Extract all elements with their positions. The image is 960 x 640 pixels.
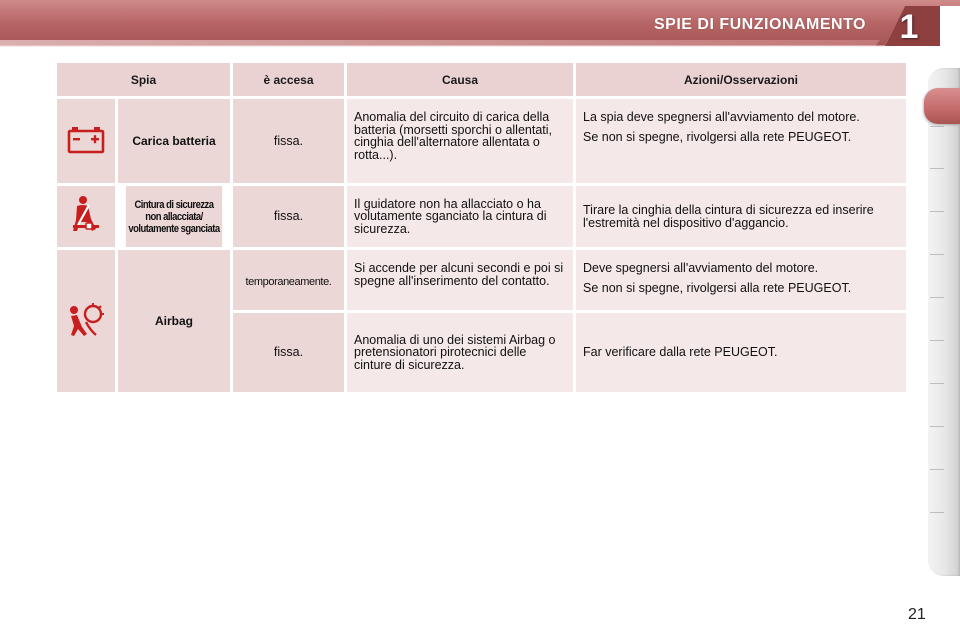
seatbelt-icon	[69, 224, 103, 238]
battery-icon	[67, 143, 105, 157]
action-text: Far verificare dalla rete PEUGEOT.	[583, 345, 778, 360]
page-number: 21	[908, 606, 926, 623]
action-text: Se non si spegne, rivolgersi alla rete PEUGEOT.	[583, 129, 852, 144]
table-row-airbag-temporary	[57, 250, 906, 310]
index-tick	[930, 512, 944, 513]
warning-state: temporaneamente.	[233, 250, 344, 310]
warning-name: Airbag	[118, 250, 230, 392]
chapter-tab-active[interactable]	[924, 88, 960, 124]
warning-actions	[576, 186, 906, 247]
index-tick	[930, 340, 944, 341]
column-header-cause: Causa	[347, 63, 573, 96]
warning-cause: Anomalia del circuito di carica della batteria (morsetti sporchi o allentati, cinghia dell'alternatore allentata o rotta...).	[347, 99, 573, 183]
warning-name: Carica batteria	[118, 99, 230, 183]
table-header-row	[57, 63, 906, 96]
warning-icon-cell	[57, 186, 115, 247]
airbag-icon	[66, 329, 106, 343]
chapter-header	[0, 0, 960, 50]
action-text: Se non si spegne, rivolgersi alla rete PEUGEOT.	[583, 280, 852, 295]
index-tick	[930, 126, 944, 127]
index-tick	[930, 168, 944, 169]
warning-actions	[576, 313, 906, 392]
index-tick	[930, 469, 944, 470]
index-tick	[930, 383, 944, 384]
warning-actions	[576, 250, 906, 310]
index-tick	[930, 297, 944, 298]
warning-actions	[576, 99, 906, 183]
index-tick	[930, 211, 944, 212]
index-tick	[930, 426, 944, 427]
column-header-actions: Azioni/Osservazioni	[576, 63, 906, 96]
action-text: Tirare la cinghia della cintura di sicurezza ed inserire l'estremità nel dispositivo d'aggancio.	[583, 203, 874, 230]
warning-cause: Si accende per alcuni secondi e poi si spegne all'inserimento del contatto.	[347, 250, 573, 310]
action-text: La spia deve spegnersi all'avviamento del motore.	[583, 110, 860, 124]
action-text: Deve spegnersi all'avviamento del motore.	[583, 261, 819, 275]
chapter-title: SPIE DI FUNZIONAMENTO	[654, 16, 866, 33]
chapter-index-strip	[928, 68, 960, 576]
warning-state: fissa.	[233, 99, 344, 183]
warning-icon-cell	[57, 250, 115, 392]
warning-state: fissa.	[233, 313, 344, 392]
warning-cause: Anomalia di uno dei sistemi Airbag o pretensionatori pirotecnici delle cinture di sicurezza.	[347, 313, 573, 392]
column-header-state: è accesa	[233, 63, 344, 96]
warning-icon-cell	[57, 99, 115, 183]
warning-cause: Il guidatore non ha allacciato o ha volutamente sganciato la cintura di sicurezza.	[347, 186, 573, 247]
column-header-spia: Spia	[57, 63, 230, 96]
table-row-seatbelt	[57, 186, 906, 247]
table-row-battery	[57, 99, 906, 183]
chapter-number: 1	[899, 8, 919, 46]
warning-name: Cintura di sicurezza non allacciata/ volutamente sganciata	[126, 186, 222, 247]
warning-lights-table	[54, 60, 909, 395]
index-tick	[930, 254, 944, 255]
warning-state: fissa.	[233, 186, 344, 247]
